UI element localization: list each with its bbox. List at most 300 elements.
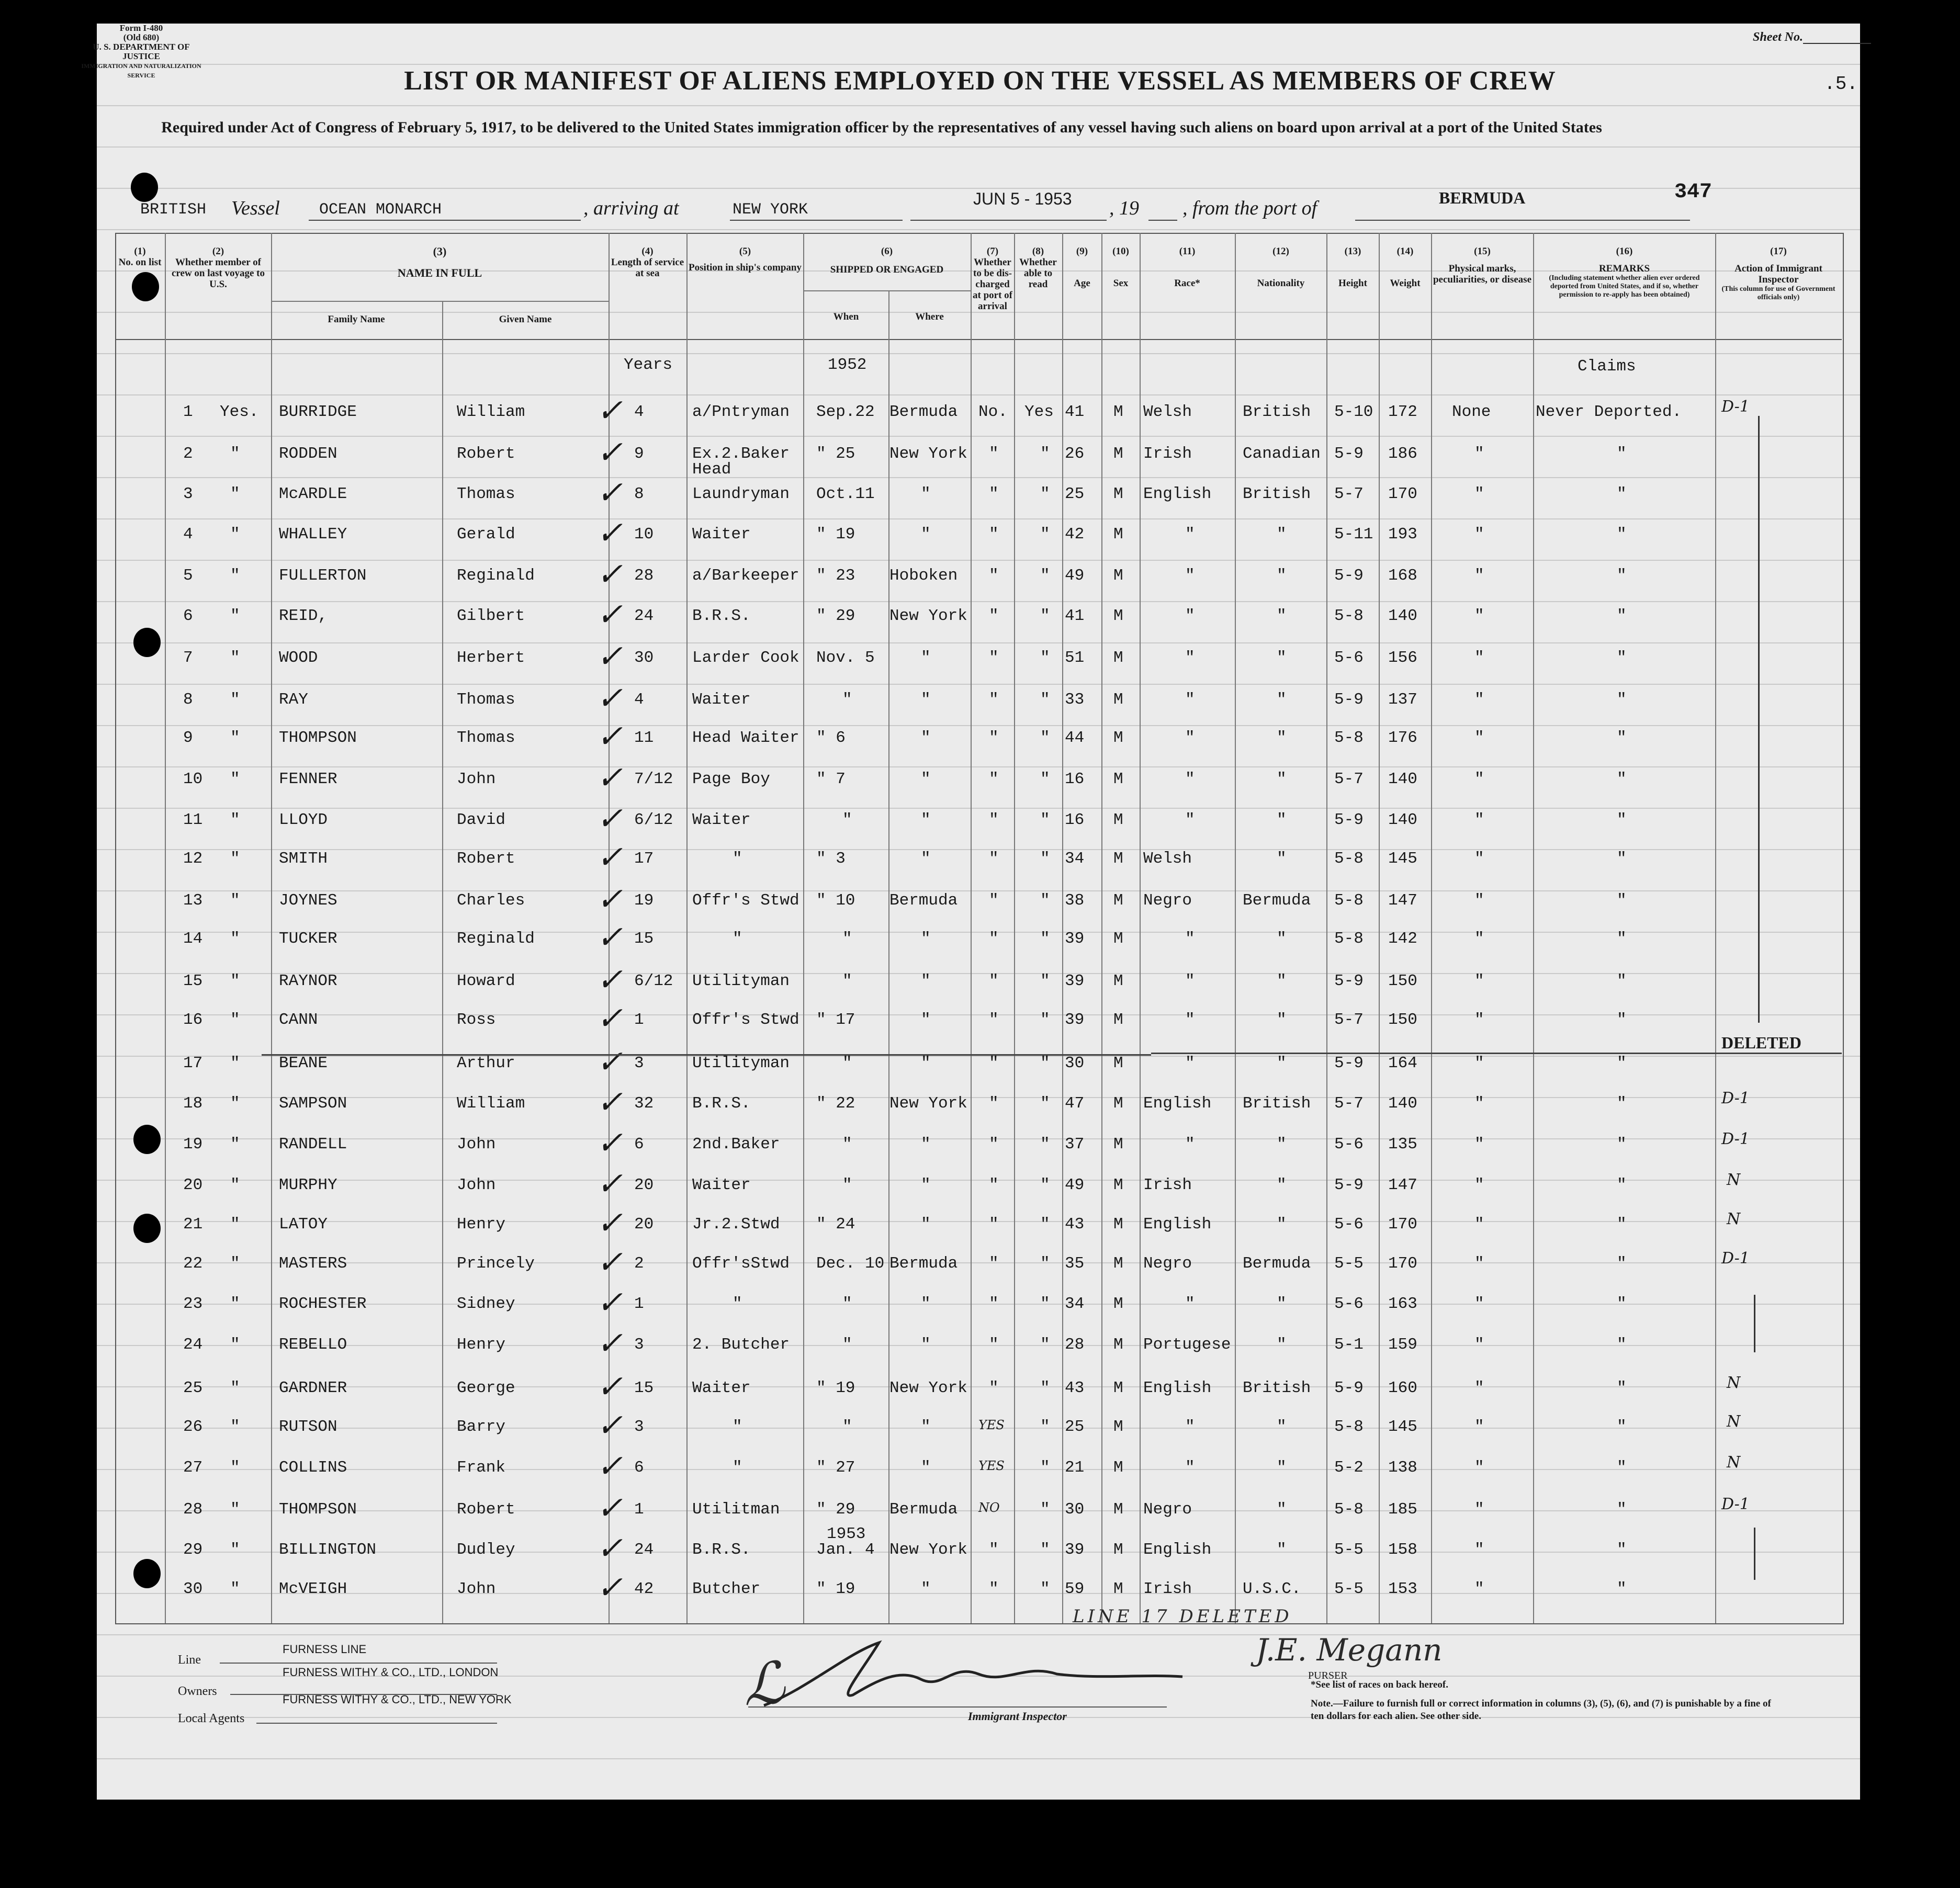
remarks: " <box>1617 485 1627 503</box>
sheet-number-line <box>1803 43 1871 44</box>
given-name: Sidney <box>457 1295 515 1313</box>
able-to-read: " <box>1040 1011 1050 1029</box>
age: 51 <box>1065 649 1085 667</box>
page-title: LIST OR MANIFEST OF ALIENS EMPLOYED ON THE VESSEL AS MEMBERS OF CREW <box>404 66 1556 96</box>
shipped-where: " <box>921 1580 931 1598</box>
weight: 147 <box>1388 1176 1417 1194</box>
nationality: " <box>1277 930 1287 948</box>
position: Head Waiter <box>692 729 799 747</box>
able-to-read: " <box>1040 930 1050 948</box>
weight: 160 <box>1388 1379 1417 1397</box>
table-row <box>0 1525 1960 1581</box>
physical-marks: " <box>1474 1094 1484 1113</box>
shipped-when: " <box>842 1054 852 1072</box>
service-length: 11 <box>634 729 654 747</box>
given-name: Thomas <box>457 691 515 709</box>
able-to-read: " <box>1040 770 1050 788</box>
check-icon: ✓ <box>596 1449 623 1484</box>
sex: M <box>1113 485 1123 503</box>
table-row <box>0 1245 1960 1295</box>
nationality: " <box>1277 811 1287 829</box>
able-to-read: " <box>1040 445 1050 463</box>
discharged: " <box>989 649 999 667</box>
nationality: British <box>1243 1379 1311 1397</box>
nationality: " <box>1277 972 1287 990</box>
height: 5-5 <box>1334 1580 1364 1598</box>
nationality: " <box>1277 1011 1287 1029</box>
position: Offr's Stwd <box>692 1011 799 1029</box>
shipped-where: " <box>921 1176 931 1194</box>
arrival-port: NEW YORK <box>733 201 808 219</box>
service-length: 1 <box>634 1500 644 1519</box>
shipped-when: " 19 <box>816 1379 855 1397</box>
physical-marks: " <box>1474 1135 1484 1154</box>
sex: M <box>1113 850 1123 868</box>
given-name: Princely <box>457 1254 535 1273</box>
check-icon: ✓ <box>596 920 623 955</box>
weight: 145 <box>1388 1418 1417 1436</box>
shipped-where: New York <box>889 607 967 625</box>
last-voyage: " <box>230 1459 240 1477</box>
row-number: 1 <box>183 403 193 421</box>
shipped-when: " <box>842 811 852 829</box>
discharged: " <box>989 1295 999 1313</box>
last-voyage: " <box>230 1176 240 1194</box>
service-length: 24 <box>634 1541 654 1559</box>
weight: 140 <box>1388 811 1417 829</box>
family-name: FENNER <box>279 770 337 788</box>
age: 42 <box>1065 525 1085 544</box>
age: 38 <box>1065 891 1085 910</box>
check-icon: ✓ <box>596 840 623 875</box>
position: a/Pntryman <box>692 403 790 421</box>
shipped-where: " <box>921 1054 931 1072</box>
sex: M <box>1113 1054 1123 1072</box>
able-to-read: " <box>1040 691 1050 709</box>
height: 5-9 <box>1334 972 1364 990</box>
vessel-nationality: BRITISH <box>140 201 207 219</box>
weight: 158 <box>1388 1541 1417 1559</box>
service-length: 4 <box>634 403 644 421</box>
service-length: 6/12 <box>634 972 673 990</box>
family-name: RAY <box>279 691 308 709</box>
height: 5-1 <box>1334 1336 1364 1354</box>
shipped-when: Sep.22 <box>816 403 875 421</box>
shipped-when: " 6 <box>816 729 846 747</box>
shipped-when: " 24 <box>816 1215 855 1234</box>
table-row <box>0 435 1960 485</box>
physical-marks: " <box>1474 567 1484 585</box>
race: Negro <box>1143 891 1192 910</box>
given-name: Thomas <box>457 485 515 503</box>
claims-subhead: Claims <box>1578 357 1636 376</box>
race: " <box>1185 1135 1195 1154</box>
physical-marks: " <box>1474 1254 1484 1273</box>
shipped-where: " <box>921 930 931 948</box>
shipped-where: " <box>921 1135 931 1154</box>
family-name: REID, <box>279 607 328 625</box>
height: 5-5 <box>1334 1254 1364 1273</box>
physical-marks: " <box>1474 1176 1484 1194</box>
age: 49 <box>1065 1176 1085 1194</box>
inspector-underline <box>748 1706 1167 1708</box>
shipped-when: " <box>842 972 852 990</box>
position: " <box>733 1418 742 1436</box>
given-name: Charles <box>457 891 525 910</box>
row-number: 8 <box>183 691 193 709</box>
service-length: 6/12 <box>634 811 673 829</box>
shipped-when: Nov. 5 <box>816 649 875 667</box>
given-name: Howard <box>457 972 515 990</box>
port-underline <box>730 220 903 221</box>
line-17-deleted-note: LINE 17 DELETED <box>1073 1606 1292 1627</box>
last-voyage: " <box>230 649 240 667</box>
sex: M <box>1113 1580 1123 1598</box>
last-voyage: " <box>230 850 240 868</box>
weight: 145 <box>1388 850 1417 868</box>
race: " <box>1185 649 1195 667</box>
check-icon: ✓ <box>596 1001 623 1036</box>
age: 28 <box>1065 1336 1085 1354</box>
row-number: 12 <box>183 850 203 868</box>
shipped-where: " <box>921 485 931 503</box>
last-voyage: " <box>230 811 240 829</box>
action-bracket-line <box>1754 1528 1755 1580</box>
family-name: LATOY <box>279 1215 328 1234</box>
shipped-when: " 29 <box>816 607 855 625</box>
nationality: " <box>1277 1295 1287 1313</box>
nationality: U.S.C. <box>1243 1580 1301 1598</box>
inspector-action: D-1 <box>1721 1130 1750 1148</box>
weight: 159 <box>1388 1336 1417 1354</box>
position: Waiter <box>692 811 751 829</box>
discharged: YES <box>978 1459 1005 1473</box>
position: Waiter <box>692 1379 751 1397</box>
physical-marks: " <box>1474 729 1484 747</box>
weight: 185 <box>1388 1500 1417 1519</box>
family-name: MASTERS <box>279 1254 347 1273</box>
row-number: 27 <box>183 1459 203 1477</box>
check-icon: ✓ <box>596 516 623 550</box>
physical-marks: " <box>1474 1011 1484 1029</box>
physical-marks: " <box>1474 607 1484 625</box>
check-icon: ✓ <box>596 639 623 674</box>
shipped-where: " <box>921 1295 931 1313</box>
inspector-action: N <box>1727 1412 1741 1431</box>
check-icon: ✓ <box>596 1531 623 1566</box>
family-name: BURRIDGE <box>279 403 357 421</box>
given-name: Reginald <box>457 567 535 585</box>
position: Offr'sStwd <box>692 1254 790 1273</box>
last-voyage: " <box>230 1336 240 1354</box>
physical-marks: " <box>1474 1054 1484 1072</box>
weight: 142 <box>1388 930 1417 948</box>
able-to-read: " <box>1040 811 1050 829</box>
able-to-read: " <box>1040 1094 1050 1113</box>
purser-label: PURSER <box>1308 1670 1348 1681</box>
check-icon: ✓ <box>596 1045 623 1079</box>
shipped-where: Bermuda <box>889 1500 958 1519</box>
given-name: John <box>457 1135 496 1154</box>
shipped-where: " <box>921 691 931 709</box>
sex: M <box>1113 729 1123 747</box>
inspector-action: N <box>1727 1210 1741 1228</box>
sex: M <box>1113 525 1123 544</box>
table-row <box>0 1085 1960 1135</box>
height: 5-6 <box>1334 1135 1364 1154</box>
remarks: Never Deported. <box>1536 403 1682 421</box>
table-row <box>0 516 1960 566</box>
weight: 172 <box>1388 403 1417 421</box>
physical-marks: " <box>1474 485 1484 503</box>
position: a/Barkeeper <box>692 567 799 585</box>
sex: M <box>1113 1215 1123 1234</box>
service-length: 17 <box>634 850 654 868</box>
row-number: 18 <box>183 1094 203 1113</box>
last-voyage: " <box>230 1418 240 1436</box>
last-voyage: " <box>230 1379 240 1397</box>
last-voyage: " <box>230 1500 240 1519</box>
check-icon: ✓ <box>596 597 623 632</box>
weight: 150 <box>1388 972 1417 990</box>
service-length: 24 <box>634 607 654 625</box>
shipped-where: Hoboken <box>889 567 958 585</box>
shipped-when: " 17 <box>816 1011 855 1029</box>
family-name: SAMPSON <box>279 1094 347 1113</box>
race: Welsh <box>1143 850 1192 868</box>
height: 5-10 <box>1334 403 1373 421</box>
row-number: 19 <box>183 1135 203 1154</box>
agents-label: Local Agents <box>178 1712 245 1725</box>
col-header-name: (3) NAME IN FULL <box>397 245 482 279</box>
remarks: " <box>1617 1135 1627 1154</box>
last-voyage: " <box>230 972 240 990</box>
given-name: William <box>457 1094 525 1113</box>
able-to-read: " <box>1040 1500 1050 1519</box>
service-length: 30 <box>634 649 654 667</box>
check-icon: ✓ <box>596 1285 623 1320</box>
last-voyage: Yes. <box>220 403 259 421</box>
service-length: 7/12 <box>634 770 673 788</box>
inspector-signature: ℒ <box>740 1649 787 1719</box>
table-row <box>0 1370 1960 1420</box>
last-voyage: " <box>230 930 240 948</box>
shipped-when: " 22 <box>816 1094 855 1113</box>
physical-marks: " <box>1474 525 1484 544</box>
able-to-read: " <box>1040 1215 1050 1234</box>
remarks: " <box>1617 1176 1627 1194</box>
discharged: " <box>989 525 999 544</box>
service-length: 9 <box>634 445 644 463</box>
last-voyage: " <box>230 729 240 747</box>
shipped-where: " <box>921 649 931 667</box>
sex: M <box>1113 403 1123 421</box>
position: Larder Cook <box>692 649 799 667</box>
nationality: British <box>1243 403 1311 421</box>
race: English <box>1143 1541 1212 1559</box>
race: " <box>1185 607 1195 625</box>
height: 5-6 <box>1334 1215 1364 1234</box>
family-name: BILLINGTON <box>279 1541 377 1559</box>
able-to-read: " <box>1040 1135 1050 1154</box>
position: Utilityman <box>692 1054 790 1072</box>
family-name: MURPHY <box>279 1176 337 1194</box>
family-name: SMITH <box>279 850 328 868</box>
inspector-action: D-1 <box>1721 1495 1750 1513</box>
height: 5-8 <box>1334 850 1364 868</box>
discharged: " <box>989 770 999 788</box>
shipped-when: " 25 <box>816 445 855 463</box>
purser-signature: J.E. Megann <box>1256 1632 1443 1668</box>
family-name: BEANE <box>279 1054 328 1072</box>
sex: M <box>1113 1094 1123 1113</box>
shipped-where: " <box>921 972 931 990</box>
discharged: " <box>989 1541 999 1559</box>
shipped-when: " <box>842 1135 852 1154</box>
shipped-where: New York <box>889 445 967 463</box>
sex: M <box>1113 607 1123 625</box>
position: " <box>733 1295 742 1313</box>
height: 5-7 <box>1334 770 1364 788</box>
weight: 176 <box>1388 729 1417 747</box>
discharged: YES <box>978 1418 1005 1432</box>
check-icon: ✓ <box>596 393 623 428</box>
last-voyage: " <box>230 770 240 788</box>
nationality: " <box>1277 850 1287 868</box>
family-name: THOMPSON <box>279 729 357 747</box>
age: 43 <box>1065 1215 1085 1234</box>
age: 39 <box>1065 930 1085 948</box>
col-header-physical-marks: (15) Physical marks, peculiarities, or disease <box>1433 246 1532 285</box>
position: Page Boy <box>692 770 770 788</box>
weight: 138 <box>1388 1459 1417 1477</box>
race: Irish <box>1143 1580 1192 1598</box>
weight: 193 <box>1388 525 1417 544</box>
able-to-read: " <box>1040 1459 1050 1477</box>
table-row <box>0 963 1960 1013</box>
shipped-when: " 7 <box>816 770 846 788</box>
col-header-family-name: Family Name <box>328 314 385 325</box>
weight: 156 <box>1388 649 1417 667</box>
family-name: RAYNOR <box>279 972 337 990</box>
race-note: *See list of races on back hereof. <box>1311 1679 1448 1690</box>
nationality: " <box>1277 525 1287 544</box>
race: " <box>1185 1295 1195 1313</box>
weight: 137 <box>1388 691 1417 709</box>
able-to-read: " <box>1040 1336 1050 1354</box>
row-number: 11 <box>183 811 203 829</box>
from-port: BERMUDA <box>1439 188 1526 207</box>
given-name: Arthur <box>457 1054 515 1072</box>
race: Negro <box>1143 1500 1192 1519</box>
remarks: " <box>1617 891 1627 910</box>
shipped-when: " <box>842 1418 852 1436</box>
family-name: LLOYD <box>279 811 328 829</box>
sex: M <box>1113 811 1123 829</box>
remarks: " <box>1617 850 1627 868</box>
weight: 186 <box>1388 445 1417 463</box>
shipped-where: New York <box>889 1379 967 1397</box>
remarks: " <box>1617 445 1627 463</box>
vessel-name-underline <box>309 220 581 221</box>
family-name: THOMPSON <box>279 1500 357 1519</box>
last-voyage: " <box>230 891 240 910</box>
race: Irish <box>1143 1176 1192 1194</box>
remarks: " <box>1617 1295 1627 1313</box>
remarks: " <box>1617 1215 1627 1234</box>
check-icon: ✓ <box>596 719 623 754</box>
shipped-when: " <box>842 691 852 709</box>
page-number: 347 <box>1674 180 1713 204</box>
physical-marks: " <box>1474 972 1484 990</box>
action-bracket-line <box>1758 416 1760 1023</box>
col-header-position: (5) Position in ship's company <box>689 246 802 273</box>
discharged: " <box>989 1336 999 1354</box>
table-row <box>0 719 1960 770</box>
able-to-read: " <box>1040 729 1050 747</box>
col-header-remarks: (16) REMARKS (Including statement whether alien ever ordered deported from United States, and if so, whether permission to re-apply has been obtained) <box>1549 246 1700 299</box>
height: 5-2 <box>1334 1459 1364 1477</box>
discharged: " <box>989 972 999 990</box>
age: 47 <box>1065 1094 1085 1113</box>
table-row <box>0 1033 1960 1095</box>
position: " <box>733 930 742 948</box>
remarks: " <box>1617 1094 1627 1113</box>
last-voyage: " <box>230 1054 240 1072</box>
last-voyage: " <box>230 1011 240 1029</box>
table-row <box>0 801 1960 852</box>
nationality: " <box>1277 691 1287 709</box>
height: 5-6 <box>1334 649 1364 667</box>
able-to-read: " <box>1040 525 1050 544</box>
shipped-when: " 19 <box>816 1580 855 1598</box>
remarks: " <box>1617 567 1627 585</box>
col-header-age: (9) Age <box>1074 246 1090 289</box>
nationality: " <box>1277 1541 1287 1559</box>
family-name: WOOD <box>279 649 318 667</box>
given-name: John <box>457 770 496 788</box>
family-name: TUCKER <box>279 930 337 948</box>
height: 5-9 <box>1334 1379 1364 1397</box>
check-icon: ✓ <box>596 1570 623 1605</box>
given-name: Robert <box>457 1500 515 1519</box>
shipped-when: " <box>842 1336 852 1354</box>
service-length: 8 <box>634 485 644 503</box>
table-row <box>0 1570 1960 1621</box>
last-voyage: " <box>230 445 240 463</box>
given-name: Ross <box>457 1011 496 1029</box>
physical-marks: " <box>1474 691 1484 709</box>
weight: 153 <box>1388 1580 1417 1598</box>
table-row <box>0 1126 1960 1176</box>
row-number: 7 <box>183 649 193 667</box>
sex: M <box>1113 891 1123 910</box>
row-number: 30 <box>183 1580 203 1598</box>
physical-marks: " <box>1474 1336 1484 1354</box>
col-header-race: (11) Race* <box>1174 246 1200 289</box>
sex: M <box>1113 1418 1123 1436</box>
row-number: 15 <box>183 972 203 990</box>
height: 5-6 <box>1334 1295 1364 1313</box>
last-voyage: " <box>230 1541 240 1559</box>
col-header-when: When <box>833 311 859 322</box>
shipped-where: " <box>921 770 931 788</box>
col-header-read: (8) Whether able to read <box>1019 246 1057 290</box>
arriving-label: , arriving at <box>583 197 679 219</box>
sex: M <box>1113 691 1123 709</box>
age: 39 <box>1065 972 1085 990</box>
height: 5-8 <box>1334 729 1364 747</box>
